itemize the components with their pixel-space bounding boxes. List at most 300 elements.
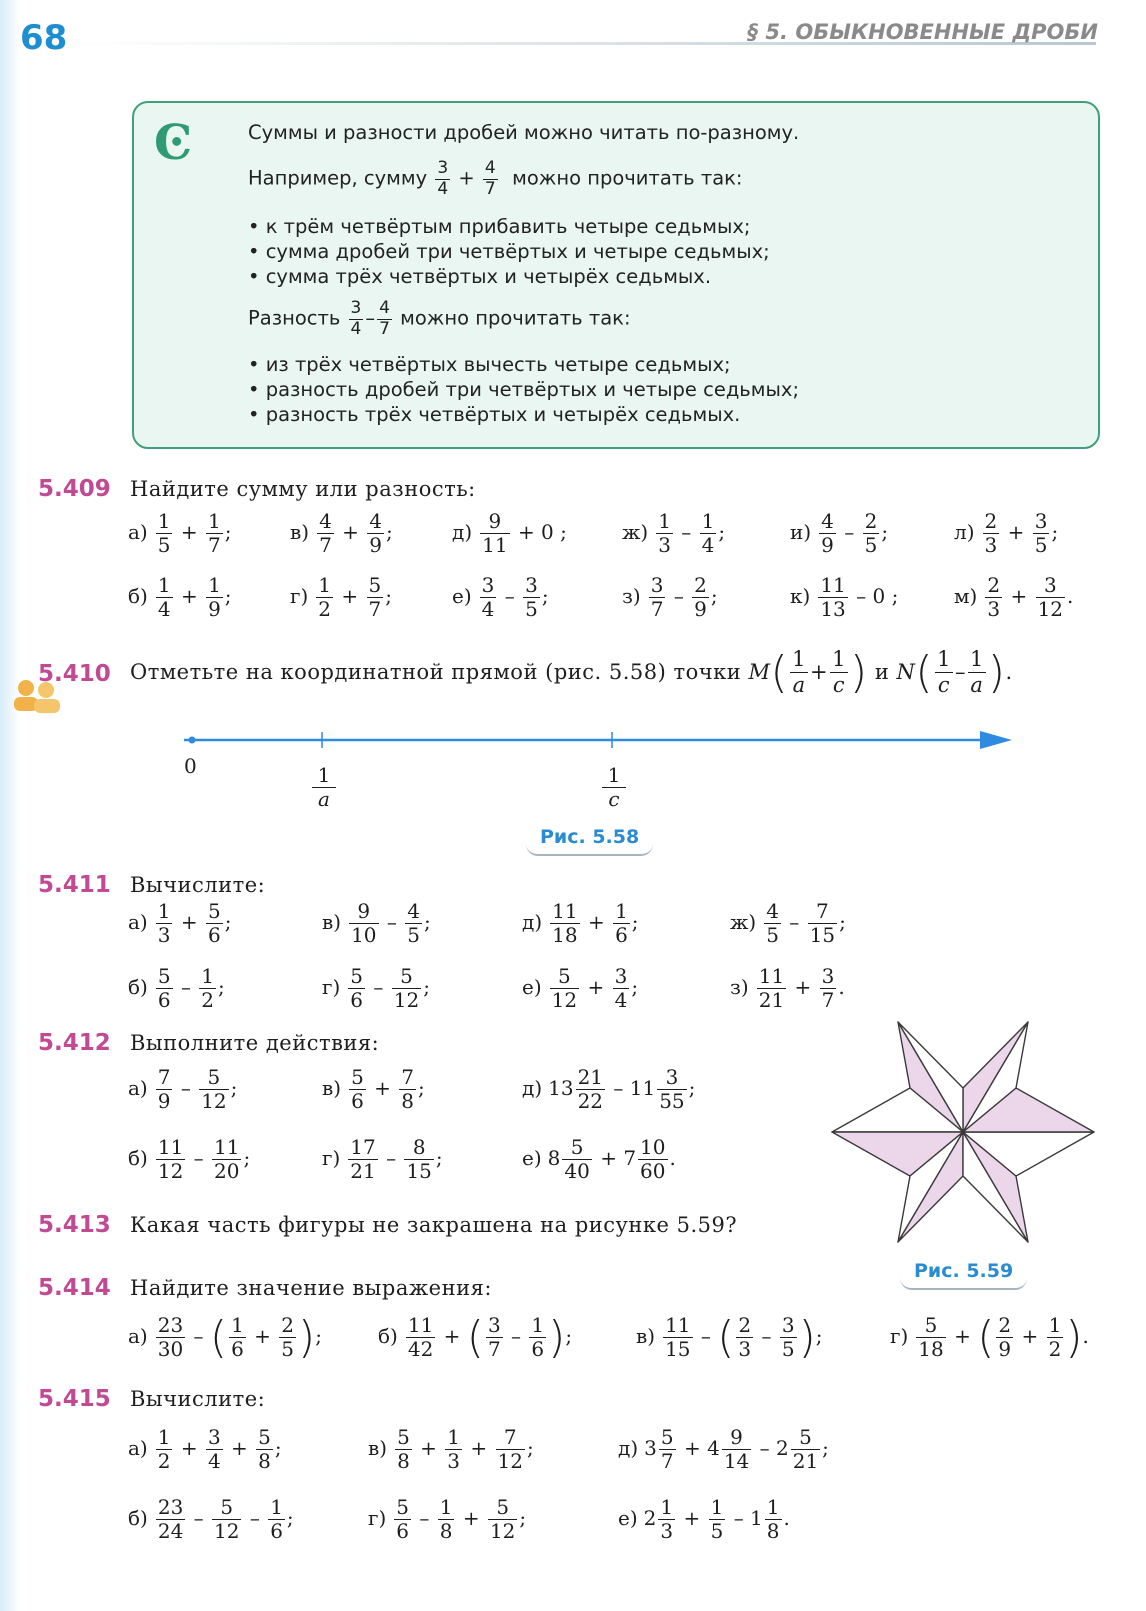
fraction: $\frac{5}{18}$ — [918, 1313, 944, 1361]
end-punct: ; — [224, 520, 232, 544]
exercise-item — [452, 574, 549, 621]
origin-point — [189, 737, 196, 744]
fraction: $\frac{17}{21}$ — [350, 1135, 376, 1183]
rule-sum-item: • сумма дробей три четвёртых и четыре седьмых; — [248, 239, 770, 264]
operator: – — [844, 520, 855, 544]
operator: + — [374, 1076, 391, 1100]
item-label: и) — [790, 520, 812, 544]
end-punct: ; — [286, 1506, 294, 1530]
exercise-item — [790, 510, 888, 557]
fraction: $\frac{5}{21}$ — [792, 1425, 819, 1473]
operator: + — [180, 910, 198, 934]
problem-number: 5.413 — [38, 1212, 111, 1238]
fraction: $\frac{2}{3}$ — [984, 509, 998, 557]
operator: – — [700, 1324, 711, 1348]
operator: + — [794, 975, 812, 999]
fraction: $\frac{23}{24}$ — [157, 1495, 184, 1543]
fraction: $\frac{3}{5}$ — [781, 1313, 795, 1361]
rule-diff-list — [248, 352, 799, 427]
fraction: $\frac{11}{42}$ — [407, 1313, 434, 1361]
fraction: $\frac{3}{7}$ — [650, 573, 664, 621]
operator: – — [761, 1324, 772, 1348]
fraction: $\frac{4}{9}$ — [369, 509, 383, 557]
fraction: $\frac{11}{18}$ — [552, 899, 578, 947]
rule-example-sum — [248, 159, 743, 199]
end-punct: ; — [718, 520, 726, 544]
end-punct: . — [783, 1506, 790, 1530]
operator: – — [386, 910, 397, 934]
whole-part: 1 — [750, 1506, 763, 1530]
fraction: $\frac{9}{11}$ — [482, 509, 508, 557]
operator: + — [342, 520, 359, 544]
exercise-item — [290, 510, 393, 557]
fraction: $\frac{1}{c}$ — [937, 647, 951, 697]
exercise-item — [618, 1426, 829, 1473]
paren-open: ( — [209, 1312, 228, 1363]
paren-close: ) — [987, 646, 1006, 698]
item-label: б) — [128, 1146, 148, 1170]
item-label: а) — [128, 1324, 148, 1348]
fraction: $\frac{1}{a}$ — [312, 764, 336, 811]
problem-text: Выполните действия: — [130, 1031, 380, 1055]
fraction: $\frac{1}{8}$ — [439, 1495, 453, 1543]
fraction: $\frac{5}{12}$ — [393, 964, 420, 1012]
end-punct: ; — [519, 1506, 527, 1530]
paren-open: ( — [770, 646, 789, 698]
fraction: $\frac{3}{4}$ — [481, 573, 495, 621]
fraction: $\frac{7}{12}$ — [497, 1425, 523, 1473]
fraction: $\frac{4}{5}$ — [766, 899, 779, 947]
axis-label-1c — [600, 764, 628, 811]
figure-caption-559: Рис. 5.59 — [900, 1260, 1027, 1290]
fraction: $\frac{5}{6}$ — [396, 1495, 410, 1543]
fraction: $\frac{5}{12}$ — [214, 1495, 240, 1543]
operator: + — [420, 1436, 437, 1460]
item-label: д) — [452, 520, 473, 544]
operator: – — [180, 1076, 191, 1100]
item-label: г) — [322, 975, 341, 999]
paren-close: ) — [1065, 1312, 1083, 1363]
end-punct: ; — [891, 584, 899, 608]
fraction: $\frac{1}{a}$ — [969, 647, 984, 697]
operator: + — [954, 1324, 971, 1348]
exercise-item — [452, 510, 567, 557]
op-minus: – — [365, 306, 376, 330]
fraction: $\frac{3}{4}$ — [207, 1425, 221, 1473]
fraction: $\frac{7}{8}$ — [401, 1065, 415, 1113]
operator: + 0 — [517, 520, 554, 544]
fraction: $\frac{2}{5}$ — [281, 1313, 295, 1361]
operator: + — [587, 910, 605, 934]
operator: + — [1021, 1324, 1039, 1348]
fraction: $\frac{1}{8}$ — [766, 1495, 780, 1543]
operator: – — [673, 584, 684, 608]
fraction: $\frac{2}{3}$ — [987, 573, 1001, 621]
fraction: $\frac{3}{4}$ — [437, 158, 449, 199]
problem-text-410 — [130, 648, 1013, 696]
rule-example-sum-suffix: можно прочитать так: — [512, 166, 743, 190]
fraction: $\frac{11}{15}$ — [665, 1313, 691, 1361]
exercise-item — [128, 510, 231, 557]
item-label: а) — [128, 520, 148, 544]
problem-number: 5.414 — [38, 1275, 111, 1301]
end-punct: ; — [822, 1436, 829, 1460]
whole-part: 2 — [775, 1436, 789, 1460]
exercise-item — [622, 510, 725, 557]
fraction: $\frac{11}{12}$ — [157, 1135, 184, 1183]
rule-sum-item: • к трём четвёртым прибавить четыре седьмых; — [248, 214, 770, 239]
number-line-arrow — [980, 731, 1012, 749]
exercise-item — [128, 1496, 294, 1543]
exercise-item — [730, 965, 845, 1012]
operator: – — [511, 1324, 522, 1348]
operator: – — [180, 975, 191, 999]
rule-example-diff-suffix: можно прочитать так: — [400, 306, 631, 330]
problem-text: Какая часть фигуры не закрашена на рисунке 5.59? — [130, 1213, 738, 1237]
exercise-item — [290, 574, 392, 621]
end-punct: ; — [418, 1076, 425, 1100]
fraction: $\frac{1}{6}$ — [231, 1313, 244, 1361]
problem-number: 5.412 — [38, 1030, 111, 1056]
fraction: $\frac{2}{9}$ — [694, 573, 707, 621]
operator: – — [373, 975, 384, 999]
fraction: $\frac{3}{55}$ — [659, 1065, 685, 1113]
whole-part: 3 — [644, 1436, 657, 1460]
fraction: $\frac{1}{7}$ — [207, 509, 221, 557]
exercise-item — [322, 1066, 425, 1113]
fraction: $\frac{3}{4}$ — [350, 298, 362, 339]
item-label: ж) — [622, 520, 649, 544]
fraction: $\frac{1}{3}$ — [447, 1425, 461, 1473]
item-label: з) — [730, 975, 749, 999]
section-title: § 5. ОБЫКНОВЕННЫЕ ДРОБИ — [747, 20, 1098, 44]
operator: + — [1007, 520, 1025, 544]
end-punct: ; — [435, 1146, 443, 1170]
problem-number: 5.410 — [38, 661, 111, 687]
exercise-item — [322, 1136, 443, 1183]
end-punct: ; — [385, 584, 392, 608]
end-punct: ; — [224, 584, 232, 608]
end-punct: ; — [218, 975, 225, 999]
fraction: $\frac{8}{15}$ — [406, 1135, 432, 1183]
paren-close: ) — [548, 1312, 566, 1363]
fraction: $\frac{2}{3}$ — [738, 1313, 752, 1361]
fraction: $\frac{2}{9}$ — [998, 1313, 1012, 1361]
rule-c-icon: Ͼ — [154, 115, 193, 171]
end-punct: ; — [1051, 520, 1059, 544]
exercise-item — [128, 1312, 322, 1363]
operator: + — [180, 584, 198, 608]
item-label: ж) — [730, 910, 757, 934]
fraction: $\frac{1}{9}$ — [208, 573, 221, 621]
end-punct: ; — [565, 1324, 573, 1348]
operator: + — [462, 1506, 480, 1530]
whole-part: 11 — [629, 1076, 656, 1100]
item-label: в) — [322, 910, 342, 934]
exercise-item — [128, 1136, 250, 1183]
fraction: $\frac{3}{5}$ — [525, 573, 538, 621]
end-punct: ; — [386, 520, 393, 544]
fraction: $\frac{1}{5}$ — [157, 509, 171, 557]
rule-example-diff — [248, 299, 631, 339]
item-label: б) — [128, 584, 148, 608]
fraction: $\frac{5}{6}$ — [157, 964, 171, 1012]
exercise-item — [954, 510, 1058, 557]
page-number: 68 — [20, 18, 68, 58]
rule-sum-list — [248, 214, 770, 289]
operator: + — [683, 1436, 701, 1460]
fraction: $\frac{5}{8}$ — [397, 1425, 410, 1473]
problem-text: Вычислите: — [130, 1387, 266, 1411]
exercise-item — [128, 1426, 282, 1473]
conjunction: и — [874, 660, 890, 684]
fraction: $\frac{5}{6}$ — [207, 899, 221, 947]
exercise-item — [322, 965, 430, 1012]
operator: – — [249, 1506, 260, 1530]
point-m-label: M — [748, 660, 771, 684]
item-label: а) — [128, 910, 148, 934]
whole-part: 8 — [547, 1146, 561, 1170]
item-label: а) — [128, 1076, 148, 1100]
end-punct: ; — [839, 910, 846, 934]
paren-open: ( — [466, 1312, 484, 1363]
problem-number: 5.411 — [38, 872, 111, 898]
fraction: $\frac{11}{20}$ — [214, 1135, 240, 1183]
item-label: е) — [452, 584, 472, 608]
fraction: $\frac{3}{12}$ — [1037, 573, 1064, 621]
end-punct: . — [1082, 1324, 1089, 1348]
operator: + — [587, 975, 605, 999]
op-plus: + — [458, 166, 475, 190]
operator: + — [180, 520, 198, 544]
item-label: г) — [322, 1146, 341, 1170]
op-minus: – — [954, 660, 966, 684]
fraction: $\frac{5}{7}$ — [660, 1425, 674, 1473]
fraction: $\frac{1}{6}$ — [531, 1313, 545, 1361]
operator: + — [443, 1324, 461, 1348]
paren-close: ) — [798, 1312, 816, 1363]
end-punct: . — [838, 975, 845, 999]
op-plus: + — [810, 660, 829, 684]
fraction: $\frac{1}{4}$ — [701, 509, 715, 557]
fraction: $\frac{5}{40}$ — [564, 1135, 590, 1183]
fraction: $\frac{3}{7}$ — [821, 964, 835, 1012]
item-label: г) — [368, 1506, 387, 1530]
problem-text: Найдите сумму или разность: — [130, 477, 476, 501]
end-punct: ; — [560, 520, 567, 544]
axis-label-1a — [310, 764, 338, 811]
end-punct: ; — [631, 975, 639, 999]
exercise-item — [954, 574, 1073, 621]
fraction: $\frac{1}{2}$ — [1048, 1313, 1062, 1361]
end-punct: ; — [274, 1436, 282, 1460]
operator: + — [600, 1146, 617, 1170]
item-label: а) — [128, 1436, 148, 1460]
fraction: $\frac{1}{2}$ — [318, 573, 332, 621]
operator: – — [193, 1324, 204, 1348]
end-punct: ; — [710, 584, 718, 608]
rule-line-1: Суммы и разности дробей можно читать по-разному. — [248, 121, 800, 144]
item-label: в) — [368, 1436, 388, 1460]
operator: – — [613, 1076, 624, 1100]
fraction: $\frac{5}{7}$ — [368, 573, 382, 621]
item-label: б) — [128, 1506, 148, 1530]
fraction: $\frac{9}{10}$ — [351, 899, 377, 947]
end-punct: . — [1067, 584, 1074, 608]
whole-part: 4 — [707, 1436, 720, 1460]
operator: – — [504, 584, 515, 608]
whole-part: 7 — [623, 1146, 637, 1170]
whole-part: 13 — [548, 1076, 574, 1100]
item-label: з) — [622, 584, 641, 608]
paren-open: ( — [717, 1312, 735, 1363]
fraction: $\frac{1}{2}$ — [157, 1425, 171, 1473]
exercise-item — [322, 900, 431, 947]
fraction: $\frac{4}{7}$ — [379, 298, 390, 339]
fraction: $\frac{11}{13}$ — [820, 573, 846, 621]
item-label: е) — [522, 1146, 542, 1170]
fraction: $\frac{9}{14}$ — [723, 1425, 750, 1473]
fraction: $\frac{2}{5}$ — [864, 509, 878, 557]
rule-diff-item: • разность трёх четвёртых и четырёх седьмых. — [248, 402, 799, 427]
item-label: г) — [290, 584, 309, 608]
operator: + — [231, 1436, 248, 1460]
exercise-item — [128, 1066, 237, 1113]
star-figure — [828, 1018, 1098, 1248]
fraction: $\frac{7}{9}$ — [157, 1065, 171, 1113]
exercise-item — [368, 1496, 526, 1543]
fraction: $\frac{3}{7}$ — [487, 1313, 501, 1361]
operator: + — [180, 1436, 198, 1460]
item-label: д) — [522, 910, 543, 934]
point-n-label: N — [896, 660, 916, 684]
fraction: $\frac{3}{4}$ — [614, 964, 628, 1012]
fraction: $\frac{1}{3}$ — [658, 509, 671, 557]
fraction: $\frac{4}{9}$ — [821, 509, 834, 557]
end-punct: ; — [224, 910, 232, 934]
end-punct: ; — [423, 975, 430, 999]
fraction: $\frac{4}{7}$ — [319, 509, 332, 557]
whole-part: 2 — [643, 1506, 657, 1530]
exercise-item — [128, 900, 231, 947]
operator: – — [733, 1506, 744, 1530]
rule-sum-item: • сумма трёх четвёртых и четырёх седьмых. — [248, 264, 770, 289]
fraction: $\frac{21}{22}$ — [577, 1065, 604, 1113]
end-punct: . — [1005, 660, 1013, 684]
axis-zero-label: 0 — [184, 754, 197, 778]
exercise-item — [790, 574, 898, 621]
item-label: в) — [290, 520, 310, 544]
rule-example-diff-prefix: Разность — [248, 306, 341, 330]
exercise-item — [368, 1426, 534, 1473]
end-punct: ; — [688, 1076, 696, 1100]
paren-open: ( — [915, 646, 934, 698]
fraction: $\frac{5}{12}$ — [201, 1065, 227, 1113]
end-punct: ; — [423, 910, 431, 934]
exercise-item — [522, 965, 638, 1012]
problem-number: 5.415 — [38, 1386, 111, 1412]
end-punct: ; — [815, 1324, 823, 1348]
exercise-item — [890, 1312, 1089, 1363]
fraction: $\frac{1}{6}$ — [270, 1495, 283, 1543]
page-edge-strip — [0, 0, 20, 1611]
item-label: л) — [954, 520, 975, 544]
exercise-item — [730, 900, 846, 947]
problem-text: Найдите значение выражения: — [130, 1276, 492, 1300]
problem-text: Отметьте на координатной прямой (рис. 5.58) точки — [130, 660, 742, 684]
figure-caption-558: Рис. 5.58 — [526, 826, 653, 856]
fraction: $\frac{3}{5}$ — [1034, 509, 1048, 557]
rule-example-sum-prefix: Например, сумму — [248, 166, 428, 190]
operator: – — [759, 1436, 770, 1460]
problem-number: 5.409 — [38, 476, 111, 502]
fraction: $\frac{7}{15}$ — [809, 899, 836, 947]
exercise-item — [618, 1496, 790, 1543]
exercise-item — [378, 1312, 572, 1363]
item-label: в) — [636, 1324, 656, 1348]
rule-diff-item: • разность дробей три четвёртых и четыре седьмых; — [248, 377, 799, 402]
fraction: $\frac{1}{4}$ — [157, 573, 171, 621]
end-punct: ; — [881, 520, 889, 544]
exercise-item — [522, 1136, 676, 1183]
end-punct: ; — [526, 1436, 534, 1460]
end-punct: . — [669, 1146, 676, 1170]
fraction: $\frac{1}{5}$ — [710, 1495, 724, 1543]
operator: + — [1010, 584, 1028, 608]
fraction: $\frac{5}{12}$ — [551, 964, 578, 1012]
item-label: в) — [322, 1076, 342, 1100]
fraction: $\frac{1}{c}$ — [832, 647, 846, 697]
fraction: $\frac{5}{12}$ — [489, 1495, 516, 1543]
item-label: к) — [790, 584, 811, 608]
fraction: $\frac{1}{3}$ — [660, 1495, 674, 1543]
end-punct: ; — [243, 1146, 251, 1170]
item-label: д) — [618, 1436, 639, 1460]
fraction: $\frac{1}{3}$ — [157, 899, 171, 947]
fraction: $\frac{5}{6}$ — [351, 1065, 364, 1113]
end-punct: ; — [541, 584, 549, 608]
fraction: $\frac{11}{21}$ — [758, 964, 785, 1012]
item-label: б) — [128, 975, 148, 999]
exercise-item — [622, 574, 718, 621]
operator: + — [341, 584, 359, 608]
end-punct: ; — [315, 1324, 322, 1348]
item-label: м) — [954, 584, 978, 608]
exercise-item — [636, 1312, 823, 1363]
item-label: г) — [890, 1324, 909, 1348]
fraction: $\frac{1}{2}$ — [201, 964, 215, 1012]
fraction: $\frac{4}{7}$ — [484, 158, 496, 199]
operator: – 0 — [856, 584, 886, 608]
rule-box — [132, 101, 1100, 449]
fraction: $\frac{1}{a}$ — [792, 647, 807, 697]
operator: – — [193, 1506, 204, 1530]
item-label: д) — [522, 1076, 543, 1100]
fraction: $\frac{5}{8}$ — [258, 1425, 271, 1473]
paren-close: ) — [850, 646, 868, 698]
operator: + — [254, 1324, 271, 1348]
operator: – — [789, 910, 800, 934]
operator: – — [386, 1146, 397, 1170]
paren-close: ) — [298, 1312, 316, 1363]
exercise-item — [128, 965, 225, 1012]
exercise-item — [522, 900, 639, 947]
item-label: е) — [618, 1506, 638, 1530]
operator: – — [419, 1506, 430, 1530]
operator: + — [683, 1506, 701, 1530]
end-punct: ; — [631, 910, 639, 934]
operator: – — [681, 520, 692, 544]
